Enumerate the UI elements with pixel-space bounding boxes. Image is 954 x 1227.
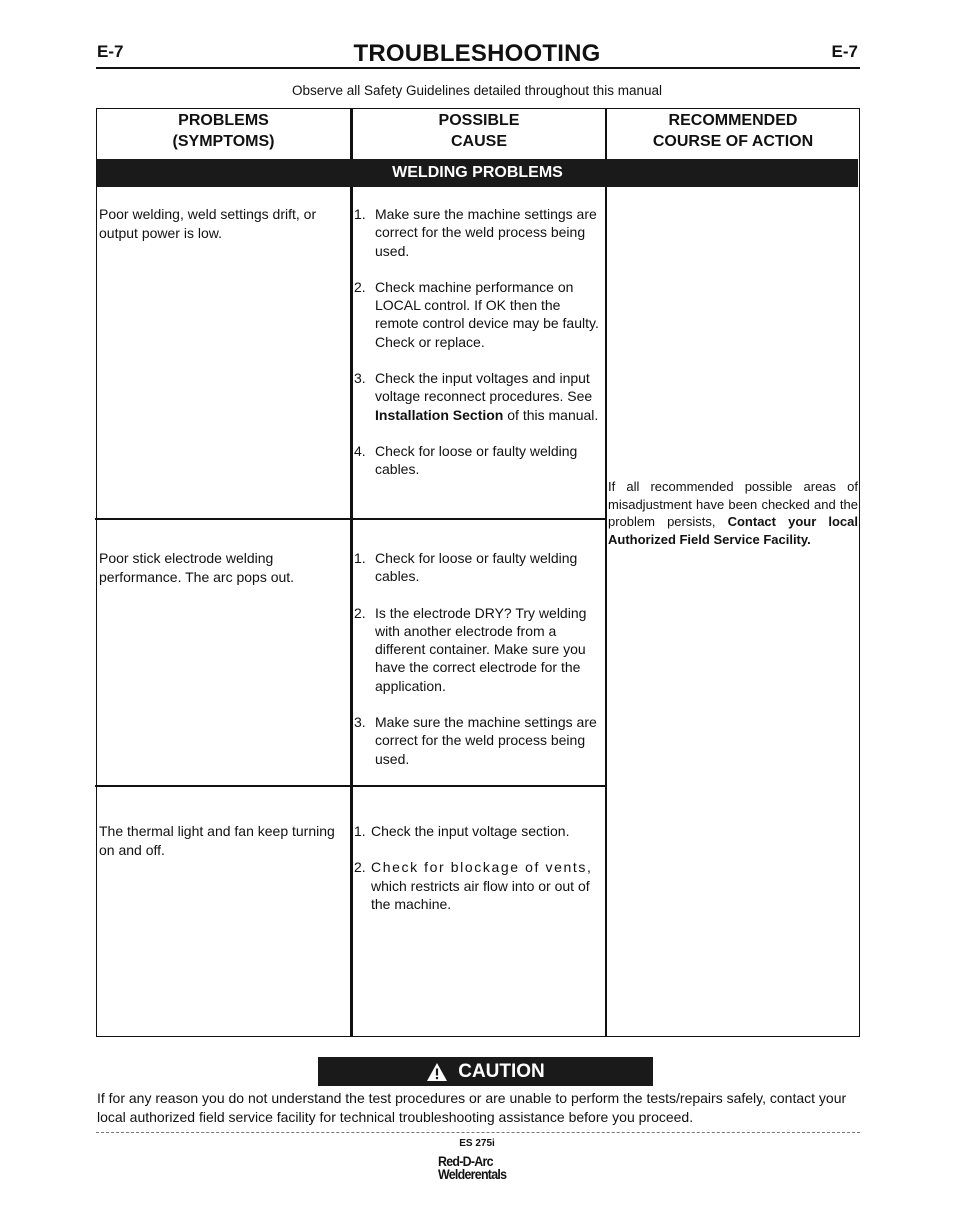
header-line: (SYMPTOMS) (172, 133, 275, 150)
cause-text: which restricts air flow into or out of the machine. (371, 877, 590, 912)
cause-number: 3. (354, 370, 366, 387)
caution-text: If for any reason you do not understand the test procedures or are unable to perform the tests/repairs safely, contact your local authorized field service facility for technical troubleshooting assistance before you proceed. (97, 1090, 847, 1125)
cause-text: Check for blockage of vents, (371, 859, 593, 876)
cause-reference: Installation Section (375, 406, 504, 423)
row-divider (95, 518, 607, 520)
cause-number: 4. (354, 442, 366, 459)
header-line: PROBLEMS (178, 112, 269, 129)
cause-text: Check machine performance on LOCAL control. If OK then the remote control device may be faulty. Check or replace. (375, 278, 599, 350)
section-heading: WELDING PROBLEMS (97, 159, 858, 187)
cause-text: Check for loose or faulty welding cables. (375, 442, 578, 478)
model-number: ES 275i (459, 1138, 495, 1149)
cause-item (353, 713, 605, 768)
recommended-action (608, 478, 858, 548)
cause-item (353, 822, 605, 840)
action-contact: Contact your local Authorized Field Service Facility. (608, 514, 858, 547)
cause-list (353, 205, 605, 497)
cause-text: Is the electrode DRY? Try welding with another electrode from a different container. Make sure you have the correct electrode for the application. (375, 604, 587, 694)
safety-note: Observe all Safety Guidelines detailed throughout this manual (292, 83, 662, 98)
header-line: CAUSE (450, 133, 507, 150)
footer-rule (96, 1132, 860, 1133)
cause-text: Check the input voltages and input voltage reconnect procedures. See (375, 370, 593, 405)
header-line: COURSE OF ACTION (652, 133, 814, 150)
logo-line: Red-D-Arc (438, 1154, 493, 1169)
cause-text: Make sure the machine settings are correct for the weld process being used. (375, 714, 597, 767)
page-number-left: E-7 (97, 42, 124, 61)
cause-number: 3. (354, 714, 366, 731)
cause-text: of this manual. (503, 406, 599, 423)
company-logo (438, 1155, 518, 1181)
cause-item (353, 205, 605, 260)
cause-text: Check the input voltage section. (371, 823, 570, 839)
header-line: RECOMMENDED (668, 112, 798, 129)
cause-item (353, 549, 605, 586)
cause-item (353, 442, 605, 479)
warning-triangle-icon (426, 1062, 448, 1082)
cause-item (353, 278, 605, 351)
problem-text: Poor stick electrode welding performance. The arc pops out. (99, 550, 295, 585)
column-header-problems (97, 109, 350, 159)
page-number-right: E-7 (831, 42, 858, 61)
logo-line: Welderentals (438, 1167, 507, 1182)
column-divider (605, 109, 607, 1036)
cause-item (353, 604, 605, 695)
column-header-cause (353, 109, 605, 159)
cause-item (353, 858, 605, 913)
problem-text: The thermal light and fan keep turning on and off. (99, 823, 335, 858)
cause-number: 2. (354, 604, 366, 621)
cause-list (353, 549, 605, 786)
header-line: POSSIBLE (438, 112, 520, 129)
caution-label: CAUTION (458, 1060, 545, 1082)
header-rule (96, 67, 860, 69)
page-title: TROUBLESHOOTING (353, 40, 601, 67)
cause-number: 1. (354, 206, 366, 222)
cause-text: Make sure the machine settings are correct for the weld process being used. (375, 206, 597, 259)
cause-text: Check for loose or faulty welding cables. (375, 550, 578, 585)
cause-number: 2. (354, 859, 366, 876)
cause-number: 1. (354, 550, 366, 566)
cause-item (353, 369, 605, 424)
column-header-action (607, 109, 859, 159)
cause-list (353, 822, 605, 931)
problem-text: Poor welding, weld settings drift, or output power is low. (99, 206, 317, 241)
cause-number: 1. (354, 823, 366, 839)
caution-banner (318, 1057, 653, 1086)
cause-number: 2. (354, 278, 366, 295)
action-text: If all recommended possible areas of misadjustment have been checked and the problem persists, (608, 479, 858, 530)
troubleshooting-table (96, 108, 860, 1037)
